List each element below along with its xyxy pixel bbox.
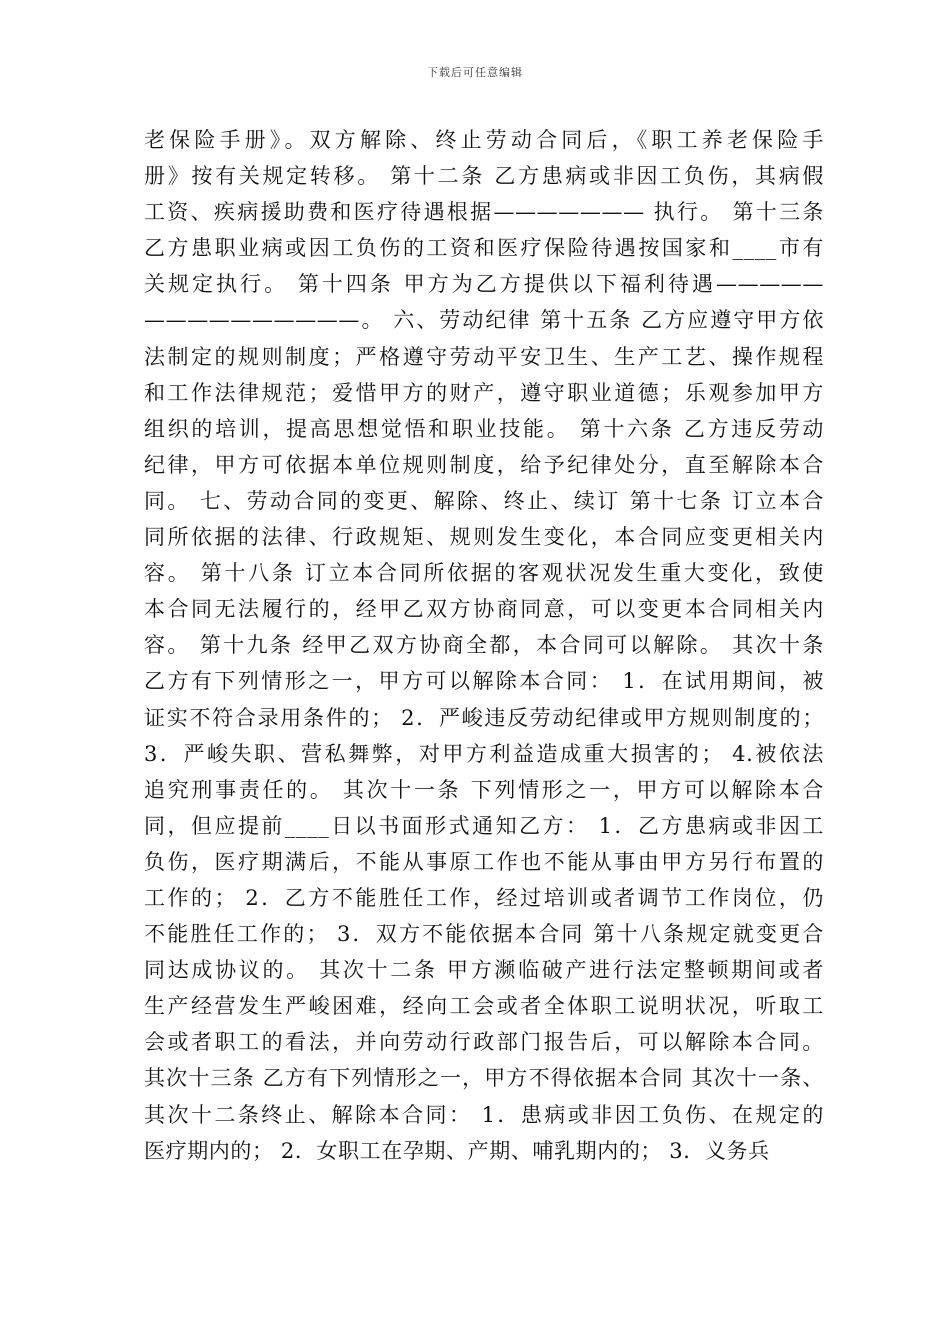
text-line: 其次十三条 乙方有下列情形之一，甲方不得依据本合同 其次十一条、 xyxy=(144,1066,824,1091)
text-line: ——————————。 六、劳动纪律 第十五条 乙方应遵守甲方依 xyxy=(144,308,824,333)
text-line: 关规定执行。 第十四条 甲方为乙方提供以下福利待遇————— xyxy=(144,272,824,297)
text-line: 乙方患职业病或因工负伤的工资和医疗保险待遇按国家和____市有 xyxy=(144,236,824,261)
document-body xyxy=(144,122,824,1169)
text-line: 生产经营发生严峻困难，经向工会或者全体职工说明状况，听取工 xyxy=(144,994,824,1019)
text-line: 法制定的规则制度；严格遵守劳动平安卫生、生产工艺、操作规程 xyxy=(144,344,824,369)
text-line: 不能胜任工作的； 3．双方不能依据本合同 第十八条规定就变更合 xyxy=(144,922,824,947)
text-line: 证实不符合录用条件的； 2．严峻违反劳动纪律或甲方规则制度的； xyxy=(144,705,824,730)
text-line: 会或者职工的看法，并向劳动行政部门报告后，可以解除本合同。 xyxy=(144,1030,824,1055)
text-line: 和工作法律规范；爱惜甲方的财产，遵守职业道德；乐观参加甲方 xyxy=(144,380,824,405)
text-line: 其次十二条终止、解除本合同： 1．患病或非因工负伤、在规定的 xyxy=(144,1102,824,1127)
text-line: 容。 第十九条 经甲乙双方协商全都，本合同可以解除。 其次十条 xyxy=(144,633,824,658)
text-line: 工作的； 2．乙方不能胜任工作，经过培训或者调节工作岗位，仍 xyxy=(144,885,824,910)
text-line: 组织的培训，提高思想觉悟和职业技能。 第十六条 乙方违反劳动 xyxy=(144,416,824,441)
text-line: 医疗期内的； 2．女职工在孕期、产期、哺乳期内的； 3．义务兵 xyxy=(144,1138,770,1163)
text-line: 同，但应提前____日以书面形式通知乙方： 1．乙方患病或非因工 xyxy=(144,813,824,838)
text-line: 纪律，甲方可依据本单位规则制度，给予纪律处分，直至解除本合 xyxy=(144,452,824,477)
text-line: 乙方有下列情形之一，甲方可以解除本合同： 1．在试用期间，被 xyxy=(144,669,824,694)
text-line: 容。 第十八条 订立本合同所依据的客观状况发生重大变化，致使 xyxy=(144,561,824,586)
text-line: 3．严峻失职、营私舞弊，对甲方利益造成重大损害的； 4.被依法 xyxy=(144,741,824,766)
text-line: 同。 七、劳动合同的变更、解除、终止、续订 第十七条 订立本合 xyxy=(144,488,824,513)
text-line: 追究刑事责任的。 其次十一条 下列情形之一，甲方可以解除本合 xyxy=(144,777,824,802)
text-line: 负伤，医疗期满后，不能从事原工作也不能从事由甲方另行布置的 xyxy=(144,849,824,874)
text-line: 同所依据的法律、行政规矩、规则发生变化，本合同应变更相关内 xyxy=(144,525,824,550)
text-line: 工资、疾病援助费和医疗待遇根据——————— 执行。 第十三条 xyxy=(144,200,824,225)
text-line: 本合同无法履行的，经甲乙双方协商同意，可以变更本合同相关内 xyxy=(144,597,824,622)
text-line: 老保险手册》。双方解除、终止劳动合同后，《职工养老保险手 xyxy=(144,128,824,152)
page-header: 下载后可任意编辑 xyxy=(427,66,523,79)
text-line: 同达成协议的。 其次十二条 甲方濒临破产进行法定整顿期间或者 xyxy=(144,958,824,983)
text-line: 册》按有关规定转移。 第十二条 乙方患病或非因工负伤，其病假 xyxy=(144,164,824,189)
